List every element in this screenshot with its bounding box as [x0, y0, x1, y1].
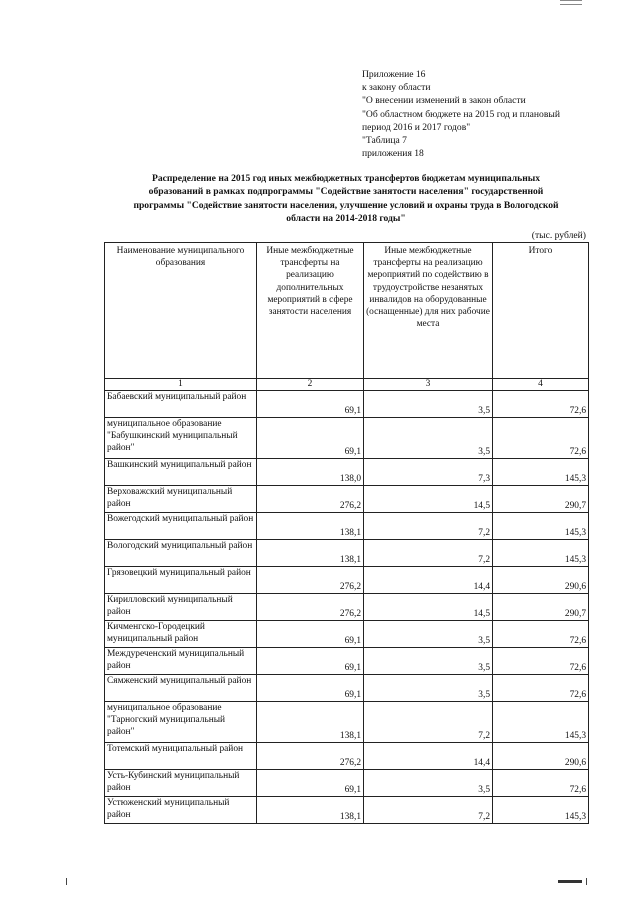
disabled-employment-value: 3,5: [364, 675, 493, 702]
table-row: [105, 675, 589, 702]
municipality-name: Сямженский муниципальный район: [105, 675, 257, 702]
municipality-name: Вашкинский муниципальный район: [105, 459, 257, 486]
header-disabled-employment: Иные межбюджетные трансферты на реализацию мероприятий по содействию в трудоустройстве незанятых инвалидов на оборудованные (оснащенные) для них рабочие места: [364, 243, 493, 379]
column-number-row: [105, 379, 589, 391]
column-number: 2: [257, 379, 364, 391]
municipality-name: Вожегодский муниципальный район: [105, 513, 257, 540]
table-row: [105, 567, 589, 594]
disabled-employment-value: 14,5: [364, 486, 493, 513]
additional-measures-value: 138,1: [257, 797, 364, 824]
total-value: 145,3: [493, 513, 589, 540]
table-row: [105, 621, 589, 648]
total-value: 145,3: [493, 702, 589, 743]
total-value: 72,6: [493, 675, 589, 702]
transfers-table: [104, 242, 589, 824]
header-municipality: Наименование муниципального образования: [105, 243, 257, 379]
disabled-employment-value: 7,2: [364, 513, 493, 540]
title-line: образований в рамках подпрограммы "Содействие занятости населения" государственной: [148, 186, 544, 198]
title-line: Распределение на 2015 год иных межбюджетных трансфертов бюджетам муниципальных: [151, 173, 541, 184]
appendix-line: приложения 18: [362, 148, 424, 160]
municipality-name: Устюженский муниципальный район: [105, 797, 257, 824]
appendix-line: "Таблица 7: [362, 135, 407, 147]
document-title: [104, 172, 588, 226]
disabled-employment-value: 7,2: [364, 797, 493, 824]
disabled-employment-value: 3,5: [364, 418, 493, 459]
disabled-employment-value: 7,2: [364, 540, 493, 567]
disabled-employment-value: 7,2: [364, 702, 493, 743]
municipality-name: Кичменгско-Городецкий муниципальный район: [105, 621, 257, 648]
municipality-name: Грязовецкий муниципальный район: [105, 567, 257, 594]
total-value: 290,7: [493, 486, 589, 513]
disabled-employment-value: 14,5: [364, 594, 493, 621]
appendix-line: "О внесении изменений в закон области: [362, 95, 526, 107]
disabled-employment-value: 3,5: [364, 648, 493, 675]
total-value: 72,6: [493, 621, 589, 648]
total-value: 145,3: [493, 797, 589, 824]
column-number: 3: [364, 379, 493, 391]
total-value: 290,6: [493, 743, 589, 770]
table-row: [105, 702, 589, 743]
total-value: 72,6: [493, 391, 589, 418]
column-number: 1: [105, 379, 257, 391]
total-value: 290,7: [493, 594, 589, 621]
units-label: (тыс. рублей): [531, 230, 586, 241]
additional-measures-value: 138,1: [257, 702, 364, 743]
title-line: области на 2014-2018 годы": [286, 213, 406, 225]
table-row: [105, 418, 589, 459]
appendix-line: Приложение 16: [362, 69, 426, 80]
disabled-employment-value: 14,4: [364, 743, 493, 770]
additional-measures-value: 276,2: [257, 743, 364, 770]
disabled-employment-value: 14,4: [364, 567, 493, 594]
municipality-name: Верховажский муниципальный район: [105, 486, 257, 513]
municipality-name: Междуреченский муниципальный район: [105, 648, 257, 675]
scan-mark-tick: [66, 878, 67, 885]
scan-mark-top: [560, 0, 582, 5]
additional-measures-value: 69,1: [257, 770, 364, 797]
municipality-name: Тотемский муниципальный район: [105, 743, 257, 770]
municipality-name: Усть-Кубинский муниципальный район: [105, 770, 257, 797]
additional-measures-value: 138,0: [257, 459, 364, 486]
header-additional-measures: Иные межбюджетные трансферты на реализацию дополнительных мероприятий в сфере занятости населения: [257, 243, 364, 379]
table-row: [105, 743, 589, 770]
table-row: [105, 486, 589, 513]
total-value: 72,6: [493, 770, 589, 797]
header-total: Итого: [493, 243, 589, 379]
additional-measures-value: 69,1: [257, 621, 364, 648]
appendix-line: период 2016 и 2017 годов": [362, 121, 471, 133]
total-value: 290,6: [493, 567, 589, 594]
disabled-employment-value: 7,3: [364, 459, 493, 486]
municipality-name: Кирилловский муниципальный район: [105, 594, 257, 621]
table-row: [105, 594, 589, 621]
total-value: 145,3: [493, 540, 589, 567]
scan-mark-bottom: [558, 880, 582, 883]
table-row: [105, 540, 589, 567]
table-row: [105, 391, 589, 418]
appendix-line: к закону области: [362, 82, 431, 94]
total-value: 72,6: [493, 648, 589, 675]
table-row: [105, 770, 589, 797]
table-header-row: [105, 243, 589, 379]
disabled-employment-value: 3,5: [364, 621, 493, 648]
table-row: [105, 797, 589, 824]
additional-measures-value: 69,1: [257, 391, 364, 418]
appendix-line: "Об областном бюджете на 2015 год и плановый: [362, 108, 560, 120]
table-row: [105, 513, 589, 540]
municipality-name: муниципальное образование "Тарногский муниципальный район": [105, 702, 257, 743]
additional-measures-value: 69,1: [257, 418, 364, 459]
additional-measures-value: 276,2: [257, 486, 364, 513]
additional-measures-value: 276,2: [257, 567, 364, 594]
column-number: 4: [493, 379, 589, 391]
disabled-employment-value: 3,5: [364, 770, 493, 797]
scan-mark-tick: [586, 878, 587, 885]
title-line: программы "Содействие занятости населения, улучшение условий и охраны труда в Вологодской: [133, 199, 559, 211]
municipality-name: Вологодский муниципальный район: [105, 540, 257, 567]
municipality-name: муниципальное образование "Бабушкинский муниципальный район": [105, 418, 257, 459]
additional-measures-value: 138,1: [257, 513, 364, 540]
municipality-name: Бабаевский муниципальный район: [105, 391, 257, 418]
total-value: 145,3: [493, 459, 589, 486]
additional-measures-value: 69,1: [257, 648, 364, 675]
total-value: 72,6: [493, 418, 589, 459]
table-body: [105, 391, 589, 824]
additional-measures-value: 138,1: [257, 540, 364, 567]
table-row: [105, 648, 589, 675]
appendix-note: [362, 68, 612, 160]
table-row: [105, 459, 589, 486]
additional-measures-value: 276,2: [257, 594, 364, 621]
additional-measures-value: 69,1: [257, 675, 364, 702]
disabled-employment-value: 3,5: [364, 391, 493, 418]
